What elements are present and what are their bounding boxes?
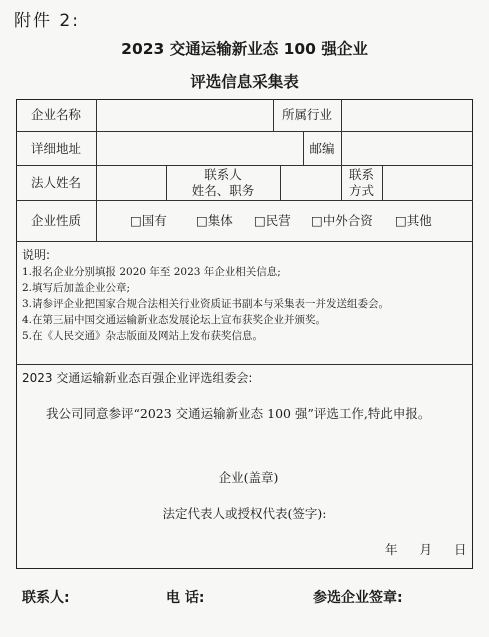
footer-contact: 联系人: — [22, 590, 70, 606]
legal-rep-label: 法人姓名 — [30, 175, 81, 190]
footer-seal: 参选企业签章: — [313, 590, 403, 606]
note-item: 3.请参评企业把国家合规合法相关行业资质证书副本与采集表一并发送组委会。 — [22, 298, 390, 310]
declaration-text: 我公司同意参评“2023 交通运输新业态 100 强”评选工作,特此申报。 — [46, 406, 431, 421]
date-day: 日 — [454, 542, 467, 557]
contact-person-field[interactable] — [281, 166, 340, 199]
attachment-label: 附件 2: — [14, 11, 80, 31]
contact-person-label-line1: 联系人 — [204, 167, 242, 182]
date-month: 月 — [419, 542, 433, 557]
notes-title: 说明: — [22, 248, 51, 262]
contact-method-label-line1: 联系 — [348, 167, 374, 182]
address-label: 详细地址 — [30, 141, 81, 156]
nature-option-other[interactable]: □其他 — [395, 213, 432, 228]
contact-method-label-line2: 方式 — [348, 183, 374, 198]
committee-addressee: 2023 交通运输新业态百强企业评选组委会: — [22, 371, 253, 385]
date-year: 年 — [385, 542, 398, 557]
company-nature-label: 企业性质 — [30, 213, 81, 228]
legal-rep-field[interactable] — [97, 166, 165, 199]
row-divider — [16, 200, 473, 201]
industry-label: 所属行业 — [281, 107, 332, 122]
note-item: 1.报名企业分别填报 2020 年至 2023 年企业相关信息; — [22, 266, 281, 278]
nature-option-state-owned[interactable]: □国有 — [130, 213, 167, 228]
postcode-label: 邮编 — [309, 141, 335, 156]
date-line — [385, 540, 467, 558]
note-item: 4.在第三届中国交通运输新业态发展论坛上宣布获奖企业并颁奖。 — [22, 314, 327, 326]
row-divider — [16, 364, 473, 365]
company-name-field[interactable] — [97, 100, 272, 130]
contact-person-label-line2: 姓名、职务 — [191, 183, 255, 198]
row-divider — [16, 241, 473, 242]
nature-option-collective[interactable]: □集体 — [196, 213, 233, 228]
contact-method-field[interactable] — [383, 166, 472, 199]
note-item: 5.在《人民交通》杂志版面及网站上发布获奖信息。 — [22, 330, 264, 342]
company-name-label: 企业名称 — [30, 107, 81, 122]
postcode-field[interactable] — [342, 132, 472, 164]
document-title: 2023 交通运输新业态 100 强企业 — [121, 40, 368, 58]
industry-field[interactable] — [342, 100, 472, 130]
company-stamp-label: 企业(盖章) — [218, 470, 279, 485]
legal-signature-label: 法定代表人或授权代表(签字): — [162, 506, 327, 521]
address-field[interactable] — [97, 132, 302, 164]
document-subtitle: 评选信息采集表 — [190, 73, 299, 91]
footer-phone: 电 话: — [166, 590, 205, 606]
note-item: 2.填写后加盖企业公章; — [22, 282, 131, 294]
nature-option-joint-venture[interactable]: □中外合资 — [311, 213, 373, 228]
nature-option-private[interactable]: □民营 — [254, 213, 291, 228]
